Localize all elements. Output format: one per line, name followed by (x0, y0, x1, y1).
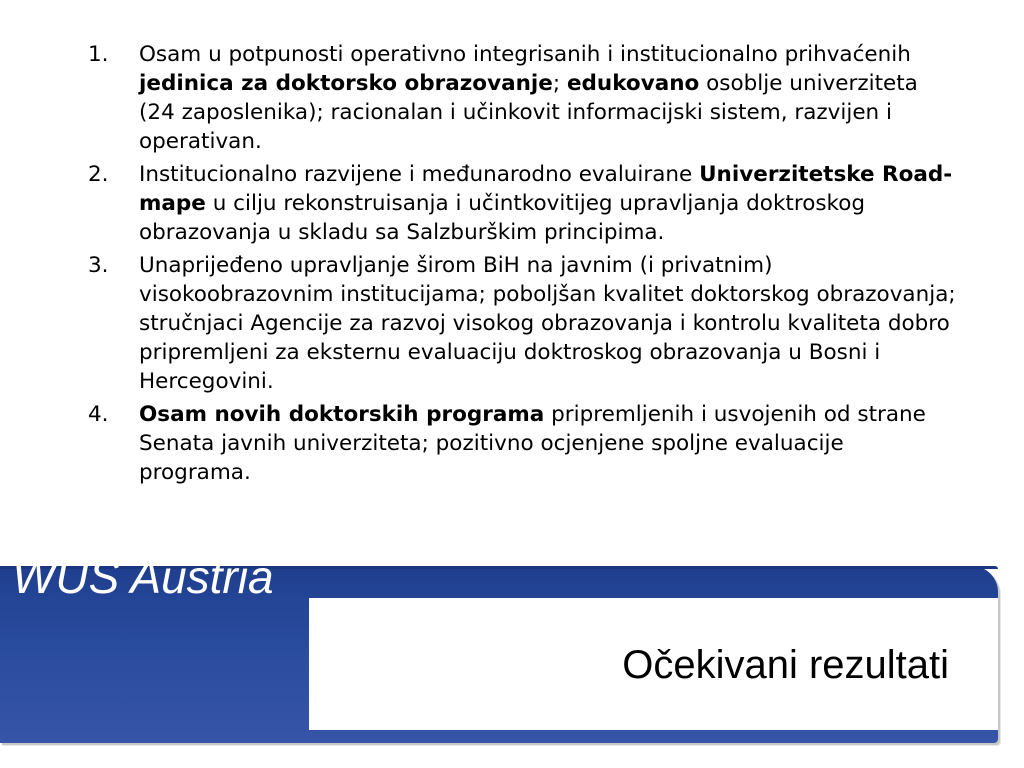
text-run: ; (552, 71, 567, 96)
item-text (139, 42, 918, 154)
text-run: pripremljenih i usvojenih od strane Senata javnih univerziteta; pozitivno ocjenjene spoljne evaluacije programa. (139, 402, 926, 485)
text-run: Institucionalno razvijene i međunarodno evaluirane (139, 162, 700, 187)
results-list (88, 40, 958, 491)
text-run: Unaprijeđeno upravljanje širom BiH na javnim (i privatnim) visokoobrazovnim institucijama; poboljšan kvalitet doktorskog obrazovanja; stručnjaci Agencije za razvoj visokog obrazovanja i kontrolu kvaliteta dobro pripremljeni za eksternu evaluaciju doktroskog obrazovanja u Bosni i Hercegovini. (139, 253, 956, 394)
item-text (139, 253, 956, 394)
item-number: 1. (88, 42, 109, 67)
item-text (139, 402, 926, 485)
slide-title: Očekivani rezultati (622, 643, 949, 687)
title-box (309, 598, 998, 730)
bold-text-run: jedinica za doktorsko obrazovanje (139, 71, 553, 96)
item-number: 2. (88, 162, 109, 187)
bold-text-run: Univerzitetske Road-mape (139, 162, 953, 216)
brand-logo-text: WUS Austria (12, 551, 274, 603)
text-run: osoblje univerziteta (24 zaposlenika); racionalan i učinkovit informacijski sistem, razvijen i operativan. (139, 71, 918, 154)
list-item (88, 160, 958, 247)
list-item (88, 400, 958, 487)
item-number: 3. (88, 253, 109, 278)
text-run: Osam u potpunosti operativno integrisanih i institucionalno prihvaćenih (139, 42, 911, 67)
list-item (88, 40, 958, 156)
bold-text-run: Osam novih doktorskih programa (139, 402, 545, 427)
text-run: u cilju rekonstruisanja i učintkovitijeg upravljanja doktroskog obrazovanja u skladu sa Salzburškim principima. (139, 191, 866, 245)
item-number: 4. (88, 402, 109, 427)
list-item (88, 251, 958, 396)
bold-text-run: edukovano (566, 71, 700, 96)
item-text (139, 162, 952, 245)
